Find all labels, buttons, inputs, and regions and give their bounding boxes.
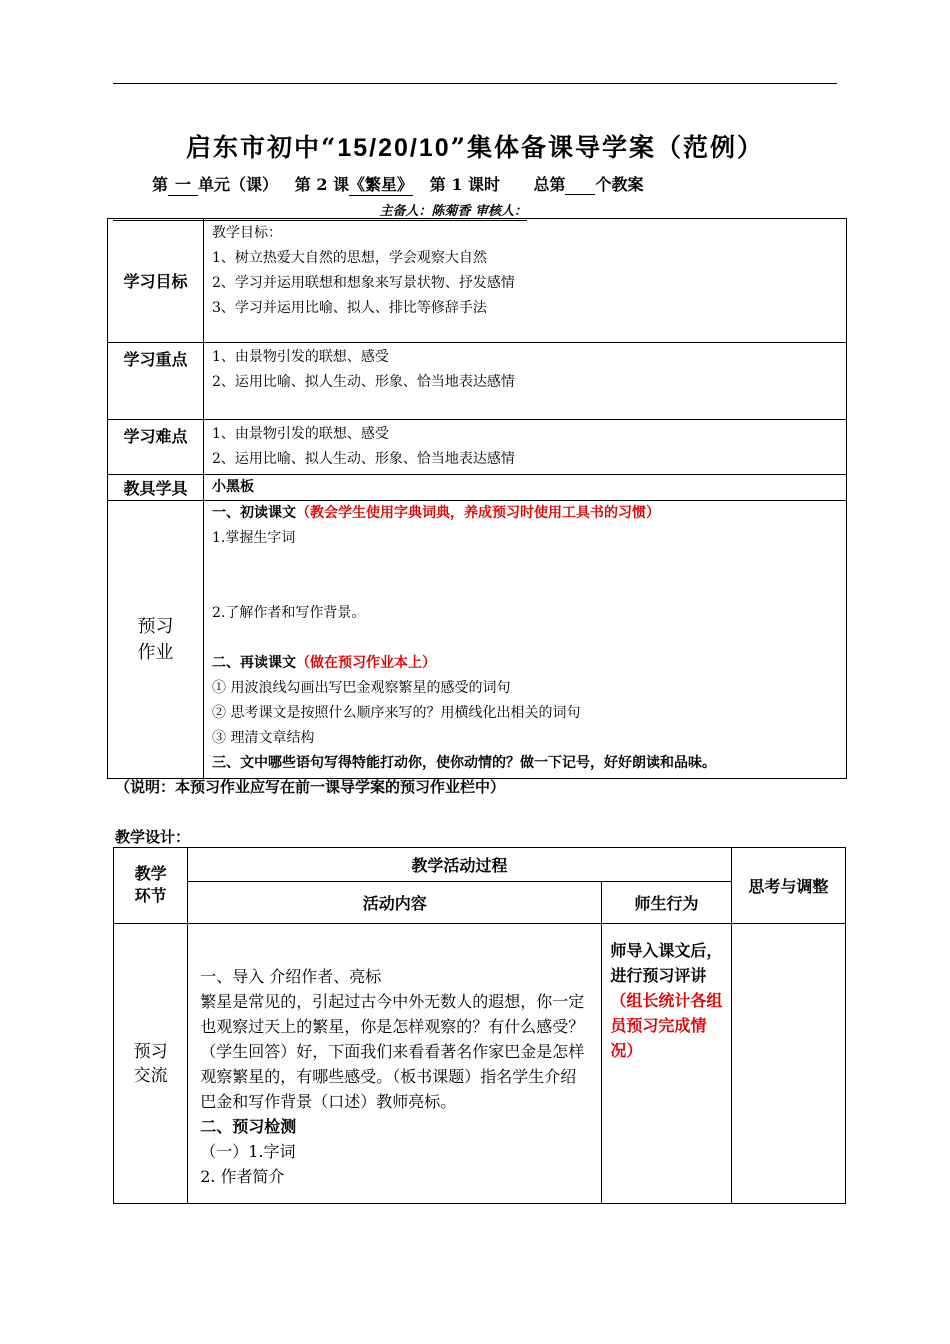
lesson-plan-table bbox=[107, 218, 847, 779]
teaching-design-table bbox=[113, 847, 846, 1204]
homework-row bbox=[108, 501, 847, 779]
behavior-header: 师生行为 bbox=[602, 882, 731, 924]
goals-label: 学习目标 bbox=[108, 219, 204, 343]
focus-label: 学习重点 bbox=[108, 343, 204, 420]
stage-cell: 预习 交流 bbox=[114, 924, 188, 1204]
focus-content: 1、由景物引发的联想、感受 2、运用比喻、拟人生动、形象、恰当地表达感情 bbox=[204, 343, 847, 420]
focus-row bbox=[108, 343, 847, 420]
process-header: 教学活动过程 bbox=[188, 848, 731, 882]
behavior-cell: 师导入课文后，进行预习评讲 （组长统计各组员预习完成情况） bbox=[602, 924, 731, 1204]
stage-header: 教学 环节 bbox=[114, 848, 188, 924]
homework-note: （说明：本预习作业应写在前一课导学案的预习作业栏中） bbox=[115, 778, 506, 796]
difficulty-label: 学习难点 bbox=[108, 420, 204, 475]
tools-content: 小黑板 bbox=[204, 475, 847, 501]
homework-content: 一、初读课文（教会学生使用字典词典，养成预习时使用工具书的习惯） 1.掌握生字词 2.了解作者和写作背景。 二、再读课文（做在预习作业本上） ① 用波浪线勾画出写巴金观察繁星的感受的词句 ② 思考课文是按照什么顺序来写的？用横线化出相关的词句 ③ 理清文章结构 三、文中哪些语句写得特能打动你，使你动情的？做一下记号，好好朗读和品味。 bbox=[204, 501, 847, 779]
document-title: 启东市初中“15/20/10”集体备课导学案（范例） bbox=[185, 133, 765, 162]
homework-label: 预习 作业 bbox=[108, 501, 204, 779]
tools-label: 教具学具 bbox=[108, 475, 204, 501]
design-row bbox=[114, 924, 846, 1204]
tools-row bbox=[108, 475, 847, 501]
goal-item: 1、树立热爱大自然的思想，学会观察大自然 bbox=[212, 250, 487, 266]
design-label: 教学设计： bbox=[115, 828, 191, 846]
difficulty-content: 1、由景物引发的联想、感受 2、运用比喻、拟人生动、形象、恰当地表达感情 bbox=[204, 420, 847, 475]
goals-row bbox=[108, 219, 847, 343]
design-header-row bbox=[114, 848, 846, 882]
goal-item: 2、学习并运用联想和想象来写景状物、抒发感情 bbox=[212, 275, 515, 291]
difficulty-row bbox=[108, 420, 847, 475]
header-rule bbox=[113, 83, 837, 84]
goal-item: 3、学习并运用比喻、拟人、排比等修辞手法 bbox=[212, 300, 487, 316]
preparers-line: 主备人：陈菊香 审核人： bbox=[113, 200, 527, 221]
goals-content: 教学目标： 1、树立热爱大自然的思想，学会观察大自然 2、学习并运用联想和想象来写景状物、抒发感情 3、学习并运用比喻、拟人、排比等修辞手法 bbox=[204, 219, 847, 343]
lesson-info-line: 第 一 单元（课） 第 2 课《繁星》 第 1 课时 总第 个教案 bbox=[152, 172, 644, 196]
unit-number: 一 bbox=[168, 172, 198, 196]
reflect-cell bbox=[731, 924, 845, 1204]
total-number-blank bbox=[565, 175, 595, 195]
lesson-name: 《繁星》 bbox=[349, 172, 413, 196]
reflect-header: 思考与调整 bbox=[731, 848, 845, 924]
content-header: 活动内容 bbox=[188, 882, 602, 924]
content-cell: 一、导入 介绍作者、亮标 繁星是常见的，引起过古今中外无数人的遐想，你一定也观察过天上的繁星，你是怎样观察的？有什么感受？（学生回答）好，下面我们来看看著名作家巴金是怎样观察繁星的，有哪些感受。（板书课题）指名学生介绍巴金和写作背景（口述）教师亮标。 二、预习检测 （一）1.字词 2. 作者简介 bbox=[188, 924, 602, 1204]
